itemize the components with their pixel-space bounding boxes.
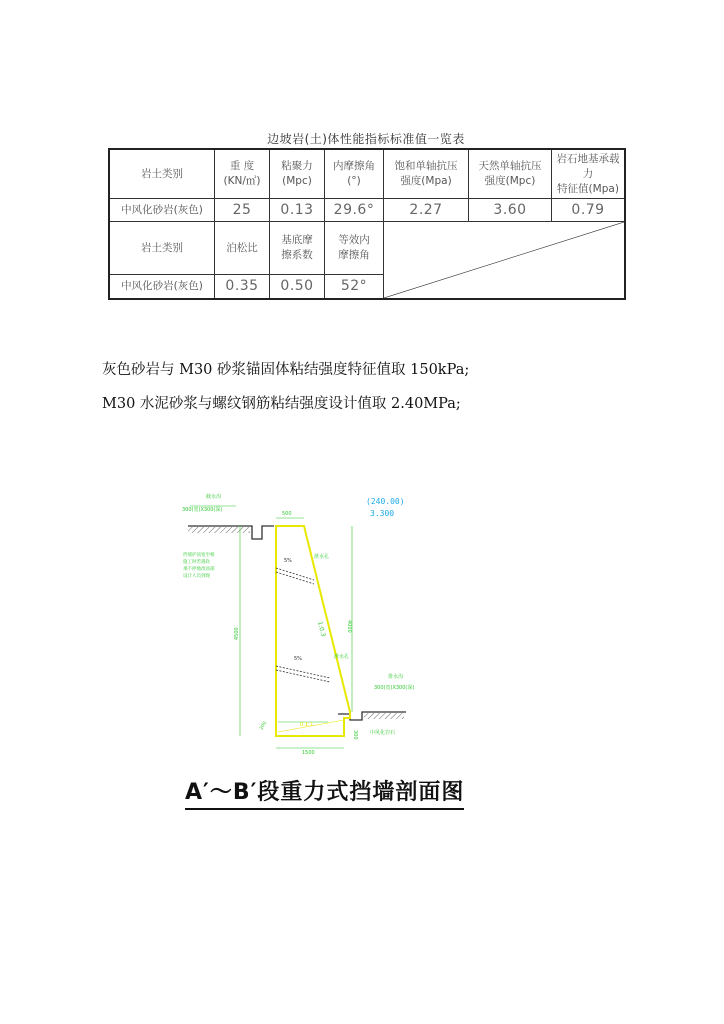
svg-text:设计人员到现: 设计人员到现 xyxy=(183,574,210,579)
table-cell: 2.27 xyxy=(384,199,469,222)
drain-pipe-upper xyxy=(276,568,314,584)
foundation-rock-label: 中风化岩石 xyxy=(370,730,396,736)
table-cell: 0.35 xyxy=(215,275,270,300)
header-equivalent-friction: 等效内 摩擦角 xyxy=(325,222,384,275)
drain-slope-lower: 5% xyxy=(294,656,302,662)
bond-strength-text-1: 灰色砂岩与 M30 砂浆锚固体粘结强度特征值取 150kPa; xyxy=(102,362,470,378)
table-row xyxy=(109,199,625,222)
diagonal-empty-cell xyxy=(384,222,626,300)
left-small-dim: 200 xyxy=(259,721,269,731)
drain-label-upper: 泄水孔 xyxy=(314,554,330,560)
toe-slope-dim: 0.1:1 xyxy=(300,722,313,728)
left-ditch-label: 截水沟 xyxy=(206,494,222,500)
header-unit-weight: 重 度 (KN/㎡) xyxy=(215,149,270,199)
base-width-dim: 1500 xyxy=(302,750,315,755)
header-natural-strength: 天然单轴抗压 强度(Mpc) xyxy=(469,149,552,199)
left-note xyxy=(183,551,215,579)
right-ground-hatch xyxy=(364,713,404,719)
right-ditch-label: 排水沟 xyxy=(388,674,404,680)
table-header-row xyxy=(109,222,625,275)
slope-ratio: 1:0.3 xyxy=(316,620,327,638)
left-ditch-dim: 300(宽)X300(深) xyxy=(182,507,223,513)
table-cell: 中风化砂岩(灰色) xyxy=(109,275,215,300)
table-cell: 3.60 xyxy=(469,199,552,222)
table-cell: 25 xyxy=(215,199,270,222)
table-cell: 29.6° xyxy=(325,199,384,222)
table-cell: 中风化砂岩(灰色) xyxy=(109,199,215,222)
total-height-dim: 4500 xyxy=(234,627,240,640)
header-rock-type: 岩土类别 xyxy=(109,222,215,275)
svg-text:施工时若遇软: 施工时若遇软 xyxy=(183,560,210,565)
table-title: 边坡岩(土)体性能指标标准值一览表 xyxy=(267,132,465,146)
header-rock-type: 岩土类别 xyxy=(109,149,215,199)
header-poisson-ratio: 泊松比 xyxy=(215,222,270,275)
table-cell: 0.13 xyxy=(270,199,325,222)
base-height-dim: 300 xyxy=(352,730,358,740)
header-cohesion: 粘聚力 (Mpc) xyxy=(270,149,325,199)
header-base-friction: 基底摩 擦系数 xyxy=(270,222,325,275)
drain-label-lower: 泄水孔 xyxy=(334,654,350,660)
drain-slope-upper: 5% xyxy=(284,558,292,564)
header-bearing-capacity: 岩石地基承载力 特征值(Mpa) xyxy=(552,149,626,199)
elevation-value: 3.300 xyxy=(370,509,395,518)
header-friction-angle: 内摩擦角 (°) xyxy=(325,149,384,199)
table-cell: 0.50 xyxy=(270,275,325,300)
section-caption: A′～B′段重力式挡墙剖面图 xyxy=(185,775,464,810)
rock-properties-table xyxy=(108,148,626,300)
table-header-row xyxy=(109,149,625,199)
table-cell: 0.79 xyxy=(552,199,626,222)
wall-height-dim: 4000 xyxy=(346,620,352,633)
dimension-lines xyxy=(190,506,352,748)
svg-text:须不停地改顶部: 须不停地改顶部 xyxy=(183,567,215,572)
top-width-dim: 500 xyxy=(282,511,292,517)
table-cell: 52° xyxy=(325,275,384,300)
bond-strength-text-2: M30 水泥砂浆与螺纹钢筋粘结强度设计值取 2.40MPa; xyxy=(102,396,461,412)
header-saturated-strength: 饱和单轴抗压 强度(Mpa) xyxy=(384,149,469,199)
retaining-wall-section-drawing xyxy=(178,490,418,755)
svg-text:挡墙护顶宽至相: 挡墙护顶宽至相 xyxy=(183,553,215,558)
right-ditch-dim: 300(宽)X300(深) xyxy=(374,685,415,691)
elevation-design: (240.00) xyxy=(366,497,405,506)
left-ground-hatch xyxy=(188,527,250,533)
drain-pipe-lower xyxy=(276,666,330,682)
